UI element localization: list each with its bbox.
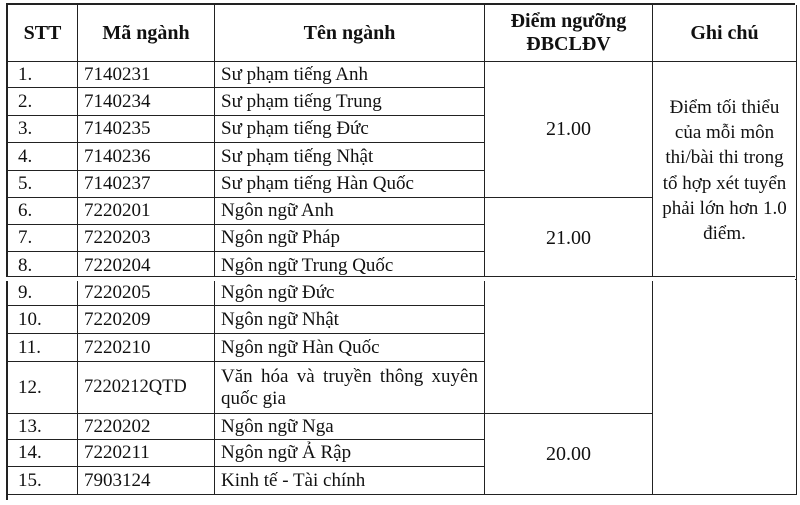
row-name: Sư phạm tiếng Đức	[215, 116, 485, 143]
row-code: 7140236	[78, 143, 215, 171]
header-score: Điểm ngưỡng ĐBCLĐV	[485, 5, 653, 62]
admission-score-table	[6, 3, 795, 500]
row-code: 7220202	[78, 414, 215, 440]
header-code: Mã ngành	[78, 5, 215, 62]
row-stt: 8.	[8, 252, 78, 280]
row-stt: 7.	[8, 225, 78, 252]
score-group: 21.00	[485, 198, 653, 280]
row-name: Sư phạm tiếng Trung	[215, 88, 485, 116]
row-name: Sư phạm tiếng Anh	[215, 62, 485, 88]
row-name: Ngôn ngữ Anh	[215, 198, 485, 225]
score-group: 20.00	[485, 414, 653, 495]
row-code: 7220204	[78, 252, 215, 280]
row-name: Ngôn ngữ Đức	[215, 280, 485, 306]
page-break-gap	[6, 276, 795, 281]
row-name: Sư phạm tiếng Hàn Quốc	[215, 171, 485, 198]
row-code: 7220203	[78, 225, 215, 252]
row-stt: 13.	[8, 414, 78, 440]
row-name: Ngôn ngữ Nhật	[215, 306, 485, 334]
row-stt: 1.	[8, 62, 78, 88]
header-name: Tên ngành	[215, 5, 485, 62]
row-code: 7903124	[78, 467, 215, 495]
row-stt: 11.	[8, 334, 78, 362]
row-stt: 12.	[8, 362, 78, 414]
row-code: 7140231	[78, 62, 215, 88]
row-stt: 14.	[8, 440, 78, 467]
row-code: 7140234	[78, 88, 215, 116]
note-cell-empty	[653, 280, 797, 495]
row-name: Kinh tế - Tài chính	[215, 467, 485, 495]
score-group: 21.00	[485, 62, 653, 198]
row-name: Ngôn ngữ Pháp	[215, 225, 485, 252]
row-stt: 15.	[8, 467, 78, 495]
row-name: Ngôn ngữ Trung Quốc	[215, 252, 485, 280]
row-stt: 6.	[8, 198, 78, 225]
header-stt: STT	[8, 5, 78, 62]
row-code: 7140235	[78, 116, 215, 143]
row-code: 7220209	[78, 306, 215, 334]
row-stt: 2.	[8, 88, 78, 116]
row-name: Ngôn ngữ Ả Rập	[215, 440, 485, 467]
row-code: 7220201	[78, 198, 215, 225]
row-name: Ngôn ngữ Nga	[215, 414, 485, 440]
row-stt: 4.	[8, 143, 78, 171]
header-note: Ghi chú	[653, 5, 797, 62]
score-group-empty	[485, 280, 653, 414]
row-stt: 3.	[8, 116, 78, 143]
row-code: 7140237	[78, 171, 215, 198]
row-stt: 9.	[8, 280, 78, 306]
row-code: 7220212QTD	[78, 362, 215, 414]
note-cell: Điểm tối thiểu của mỗi môn thi/bài thi trong tổ hợp xét tuyển phải lớn hơn 1.0 điểm.	[653, 62, 797, 280]
row-stt: 5.	[8, 171, 78, 198]
row-name: Ngôn ngữ Hàn Quốc	[215, 334, 485, 362]
row-stt: 10.	[8, 306, 78, 334]
row-name: Văn hóa và truyền thông xuyên quốc gia	[215, 362, 485, 414]
row-code: 7220210	[78, 334, 215, 362]
row-name: Sư phạm tiếng Nhật	[215, 143, 485, 171]
row-code: 7220211	[78, 440, 215, 467]
row-code: 7220205	[78, 280, 215, 306]
